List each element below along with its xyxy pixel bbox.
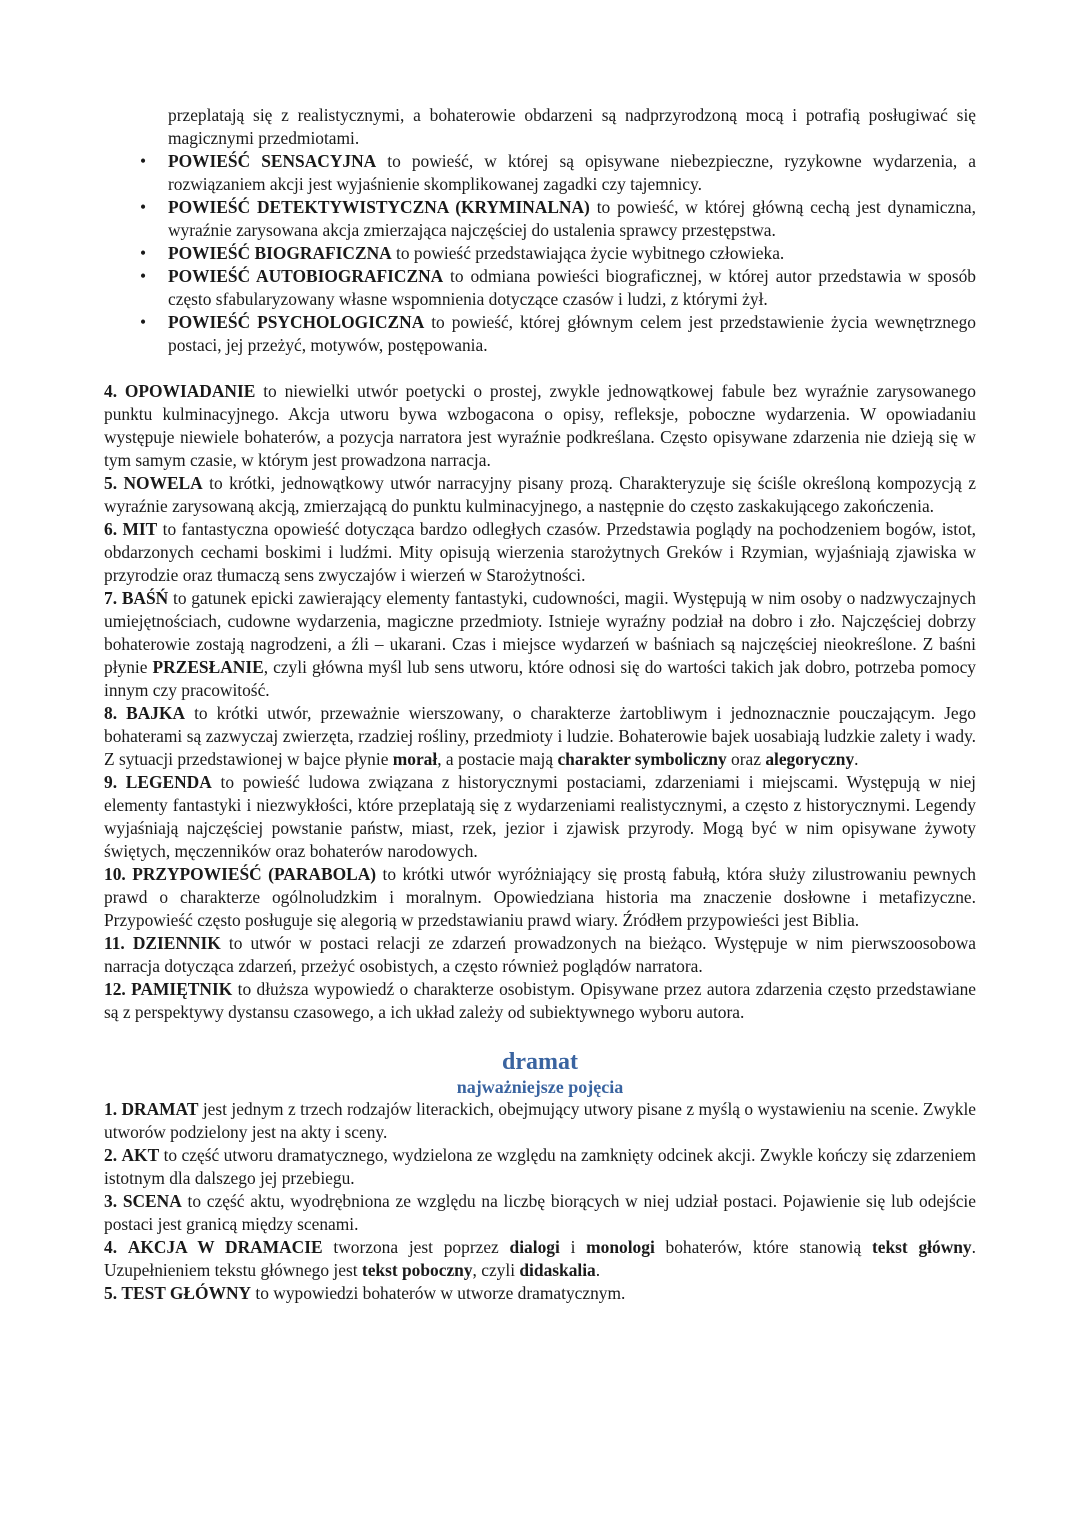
entry-scena xyxy=(104,1190,976,1236)
entry-number: 8. xyxy=(104,703,118,723)
list-item xyxy=(104,311,976,357)
document-page xyxy=(104,104,976,1305)
entry-opowiadanie xyxy=(104,380,976,472)
emphasis: alegoryczny xyxy=(765,749,855,769)
entry-akcja xyxy=(104,1236,976,1282)
entry-number: 12. xyxy=(104,979,126,999)
definition: to wypowiedzi bohaterów w utworze dramatycznym. xyxy=(251,1283,626,1303)
term: LEGENDA xyxy=(125,772,212,792)
definition: to powieść przedstawiająca życie wybitnego człowieka. xyxy=(391,243,785,263)
definition: tworzona jest poprzez xyxy=(322,1237,510,1257)
section-subtitle: najważniejsze pojęcia xyxy=(456,1077,624,1097)
definition: . Uzupełnieniem tekstu głównego jest xyxy=(104,1237,976,1280)
term: POWIEŚĆ BIOGRAFICZNA xyxy=(168,243,392,263)
term: SCENA xyxy=(122,1191,182,1211)
term: POWIEŚĆ DETEKTYWISTYCZNA (KRYMINALNA) xyxy=(168,197,590,217)
entry-number: 4. xyxy=(104,1237,118,1257)
section-title: dramat xyxy=(502,1049,578,1075)
list-item xyxy=(104,242,976,265)
definition: oraz xyxy=(726,749,766,769)
entry-number: 9. xyxy=(104,772,118,792)
definition: to utwór w postaci relacji ze zdarzeń prowadzonych na bieżąco. Występuje w nim pierwszoosobowa narracja dotycząca zdarzeń, przeżyć osobistych, a często również poglądów narratora. xyxy=(104,933,976,976)
term: OPOWIADANIE xyxy=(124,381,256,401)
entry-przypowiesc xyxy=(104,863,976,932)
definition: to odmiana powieści biograficznej, w której autor przedstawia w sposób często sfabularyzowany własne wspomnienia dotyczące czasów i ludzi, z którymi żył. xyxy=(168,266,976,309)
definition: i xyxy=(559,1237,587,1257)
list-item xyxy=(104,265,976,311)
emphasis: morał xyxy=(392,749,438,769)
term: POWIEŚĆ PSYCHOLOGICZNA xyxy=(168,312,425,332)
definition: to krótki utwór, przeważnie wierszowany, o charakterze żartobliwym i jednoznacznie pouczającym. Jego bohaterami są zazwyczaj zwierzęta, rzadziej rośliny, przedmioty i ludzie. Bohaterowie bajek uosabiają ludzkie zalety i wady. Z sytuacji przedstawionej w bajce płynie xyxy=(104,703,976,769)
list-item-continuation xyxy=(104,104,976,150)
definition: to fantastyczna opowieść dotycząca bardzo odległych czasów. Przedstawia poglądy na pochodzeniem bogów, istot, obdarzonych cechami boskimi i ludźmi. Mity opisują wierzenia starożytnych Greków i Rzymian, wyjaśniają zjawiska w przyrodzie oraz tłumaczą sens zwyczajów i wierzeń w Starożytności. xyxy=(104,519,976,585)
emphasis: tekst poboczny xyxy=(361,1260,473,1280)
emphasis: didaskalia xyxy=(519,1260,596,1280)
term: DRAMAT xyxy=(121,1099,199,1119)
term: BAJKA xyxy=(126,703,186,723)
definition: , czyli xyxy=(472,1260,520,1280)
term: PRZYPOWIEŚĆ (PARABOLA) xyxy=(132,864,377,884)
entry-akt xyxy=(104,1144,976,1190)
bullet-icon: • xyxy=(140,266,147,286)
entry-number: 3. xyxy=(104,1191,118,1211)
bullet-icon: • xyxy=(140,243,147,263)
emphasis: PRZESŁANIE xyxy=(152,657,264,677)
emphasis: charakter symboliczny xyxy=(557,749,727,769)
emphasis: monologi xyxy=(586,1237,655,1257)
definition: to część aktu, wyodrębniona ze względu na liczbę biorących w niej udział postaci. Pojawienie się lub odejście postaci jest granicą między scenami. xyxy=(104,1191,976,1234)
entry-number: 11. xyxy=(104,933,125,953)
spacer xyxy=(104,357,976,380)
list-item xyxy=(104,150,976,196)
definition: to powieść, w której są opisywane niebezpieczne, ryzykowne wydarzenia, a rozwiązaniem akcji jest wyjaśnienie skomplikowanej zagadki czy tajemnicy. xyxy=(168,151,976,194)
definition: to krótki, jednowątkowy utwór narracyjny pisany prozą. Charakteryzuje się ściśle określoną kompozycją z wyraźnie zarysowaną akcją, zmierzającą do punktu kulminacyjnego, a następnie do często zaskakującego zakończenia. xyxy=(104,473,976,516)
bullet-icon: • xyxy=(140,312,147,332)
entry-dramat xyxy=(104,1098,976,1144)
entry-pamietnik xyxy=(104,978,976,1024)
entry-number: 10. xyxy=(104,864,126,884)
definition: to krótki utwór wyróżniający się prostą fabułą, która służy zilustrowaniu pewnych prawd o charakterze ogólnoludzkim i moralnym. Opowiedziana historia ma znaczenie dosłowne i metafizyczne. Przypowieść często posługuje się alegorią w przedstawianiu prawd wiary. Źródłem przypowieści jest Biblia. xyxy=(104,864,976,930)
definition: , czyli główna myśl lub sens utworu, które odnosi się do wartości takich jak dobro, potrzeba pomocy innym czy pracowitość. xyxy=(104,657,976,700)
definition: to dłuższa wypowiedź o charakterze osobistym. Opisywane przez autora zdarzenia często przedstawiane są z perspektywy dystansu czasowego, a ich układ zależy od subiektywnego wyboru autora. xyxy=(104,979,976,1022)
entry-nowela xyxy=(104,472,976,518)
definition: . xyxy=(595,1260,601,1280)
entry-number: 6. xyxy=(104,519,118,539)
definition: jest jednym z trzech rodzajów literackich, obejmujący utwory pisane z myślą o wystawieniu na scenie. Zwykle utworów podzielony jest na akty i sceny. xyxy=(104,1099,976,1142)
term: PAMIĘTNIK xyxy=(131,979,233,999)
entry-mit xyxy=(104,518,976,587)
definition: to powieść ludowa związana z historycznymi postaciami, zdarzeniami i miejscami. Występują w niej elementy fantastyki i niezwykłości, które przeplatają się z wydarzeniami realistycznymi, a często z historycznymi. Legendy wyjaśniają najczęściej powstanie państw, miast, rzek, jezior i zjawisk przyrody. Mogą być w nim opisywane żywoty świętych, męczenników oraz bohaterów narodowych. xyxy=(104,772,976,861)
entry-bajka xyxy=(104,702,976,771)
term: POWIEŚĆ AUTOBIOGRAFICZNA xyxy=(168,266,444,286)
emphasis: dialogi xyxy=(509,1237,560,1257)
entry-number: 1. xyxy=(104,1099,118,1119)
bullet-icon: • xyxy=(140,151,147,171)
term: TEST GŁÓWNY xyxy=(121,1283,252,1303)
entry-number: 5. xyxy=(104,1283,118,1303)
term: MIT xyxy=(122,519,158,539)
entry-basn xyxy=(104,587,976,702)
entry-tekst-glowny xyxy=(104,1282,976,1305)
entry-number: 7. xyxy=(104,588,118,608)
emphasis: tekst główny xyxy=(871,1237,972,1257)
entry-number: 5. xyxy=(104,473,118,493)
definition: . xyxy=(854,749,859,769)
entry-number: 4. xyxy=(104,381,118,401)
definition: to powieść, w której główną cechą jest dynamiczna, wyraźnie zarysowana akcja zmierzająca najczęściej do ustalenia sprawcy przestępstwa. xyxy=(168,197,976,240)
definition: to powieść, której głównym celem jest przedstawienie życia wewnętrznego postaci, jej przeżyć, motywów, postępowania. xyxy=(168,312,976,355)
bullet-icon: • xyxy=(140,197,147,217)
entry-dziennik xyxy=(104,932,976,978)
list-item xyxy=(104,196,976,242)
definition: to niewielki utwór poetycki o prostej, zwykle jednowątkowej fabule bez wyraźnie zarysowanego punktu kulminacyjnego. Akcja utworu bywa wzbogacona o opisy, refleksje, poboczne wydarzenia. W opowiadaniu występuje niewiele bohaterów, a pozycja narratora jest wyraźnie podkreślana. Często opisywane zdarzenia nie dzieją się w tym samym czasie, w którym jest prowadzona narracja. xyxy=(104,381,976,470)
continuation-text: przeplatają się z realistycznymi, a bohaterowie obdarzeni są nadprzyrodzoną mocą i potrafią posługiwać się magicznymi przedmiotami. xyxy=(168,105,976,148)
term: DZIENNIK xyxy=(132,933,221,953)
definition: bohaterów, które stanowią xyxy=(654,1237,872,1257)
definition: , a postacie mają xyxy=(437,749,558,769)
novel-types-list xyxy=(104,104,976,357)
term: AKCJA W DRAMACIE xyxy=(127,1237,323,1257)
term: AKT xyxy=(121,1145,160,1165)
term: NOWELA xyxy=(123,473,203,493)
definition: to część utworu dramatycznego, wydzielona ze względu na zamknięty odcinek akcji. Zwykle kończy się zdarzeniem istotnym dla dalszego jej przebiegu. xyxy=(104,1145,976,1188)
entry-number: 2. xyxy=(104,1145,118,1165)
definition: to gatunek epicki zawierający elementy fantastyki, cudowności, magii. Występują w nim osoby o nadzwyczajnych umiejętnościach, cudowne wydarzenia, magiczne przedmioty. Istnieje wyraźny podział na dobro i zło. Najczęściej dobrzy bohaterowie zostają nagrodzeni, a źli – ukarani. Czas i miejsce wydarzeń w baśniach są najczęściej nieokreślone. Z baśni płynie xyxy=(104,588,976,677)
term: BAŚŃ xyxy=(121,588,169,608)
entry-legenda xyxy=(104,771,976,863)
term: POWIEŚĆ SENSACYJNA xyxy=(168,151,377,171)
